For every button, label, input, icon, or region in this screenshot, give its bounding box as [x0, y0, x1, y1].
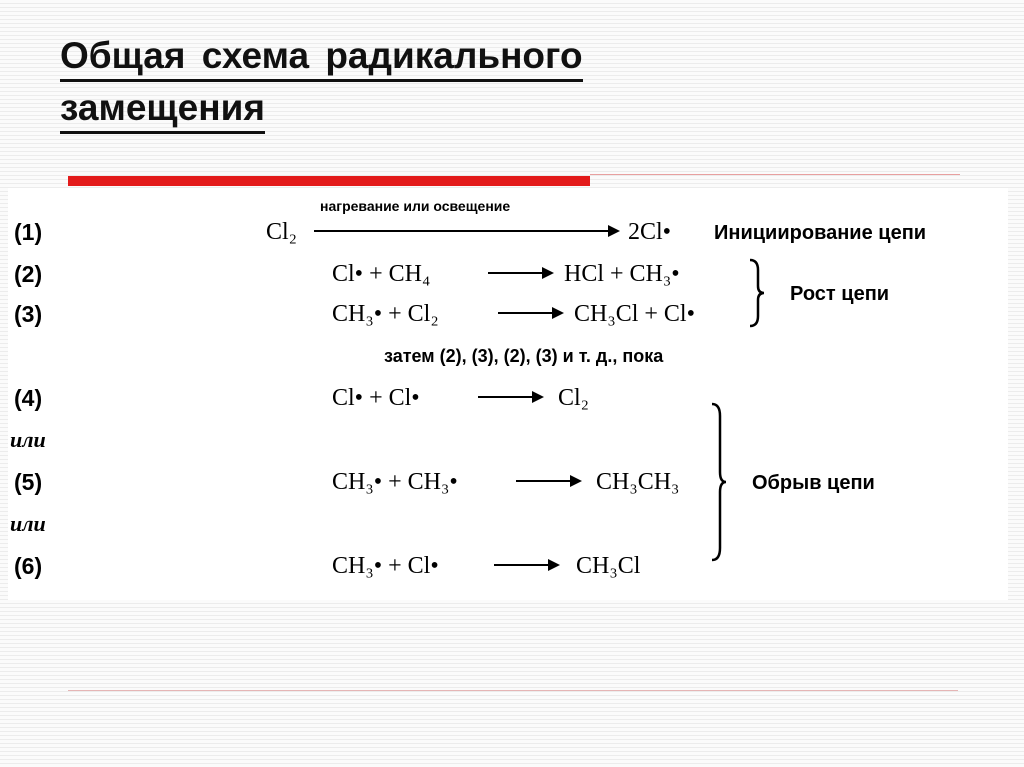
- eq2-arrow-icon: [488, 266, 554, 280]
- step-number-2: (2): [14, 261, 43, 287]
- eq6-arrow-icon: [494, 558, 560, 572]
- termination-brace-icon: [708, 402, 730, 562]
- or-label-1: или: [10, 427, 46, 452]
- title-line-2: замещения: [60, 85, 265, 134]
- eq5-products: CH₃CH₃: [596, 469, 680, 495]
- step-number-1: (1): [14, 219, 43, 245]
- eq1-products: 2Cl•: [628, 219, 672, 245]
- eq4-products: Cl₂: [558, 385, 590, 411]
- eq5-arrow-icon: [516, 474, 582, 488]
- eq2-products: HCl + CH₃•: [564, 261, 680, 287]
- eq4-arrow-icon: [478, 390, 544, 404]
- eq1-condition: нагревание или освещение: [320, 198, 511, 214]
- reaction-scheme: [8, 188, 1008, 600]
- eq1-arrow-icon: [314, 224, 622, 238]
- eq4-reactants: Cl• + Cl•: [332, 385, 420, 411]
- eq1-reactants: Cl₂: [266, 219, 298, 245]
- eq5-reactants: CH₃• + CH₃•: [332, 469, 458, 495]
- stage-propagation: Рост цепи: [790, 283, 890, 305]
- title-line-1: Общая схема радикального: [60, 33, 583, 82]
- title-underline-thin: [590, 174, 960, 175]
- step-number-6: (6): [14, 553, 43, 579]
- stage-initiation: Инициирование цепи: [714, 222, 927, 244]
- title-underline-accent: [68, 176, 590, 186]
- step-number-4: (4): [14, 385, 43, 411]
- eq3-reactants: CH₃• + Cl₂: [332, 301, 439, 327]
- eq3-products: CH₃Cl + Cl•: [574, 301, 695, 327]
- eq6-reactants: CH₃• + Cl•: [332, 553, 439, 579]
- eq2-reactants: Cl• + CH₄: [332, 261, 431, 287]
- repeat-note: затем (2), (3), (2), (3) и т. д., пока: [384, 346, 664, 366]
- bottom-divider: [68, 690, 958, 691]
- page-title: [60, 30, 583, 134]
- eq3-arrow-icon: [498, 306, 564, 320]
- step-number-5: (5): [14, 469, 43, 495]
- or-label-2: или: [10, 511, 46, 536]
- propagation-brace-icon: [746, 258, 768, 328]
- eq6-products: CH₃Cl: [576, 553, 641, 579]
- step-number-3: (3): [14, 301, 43, 327]
- stage-termination: Обрыв цепи: [752, 472, 875, 494]
